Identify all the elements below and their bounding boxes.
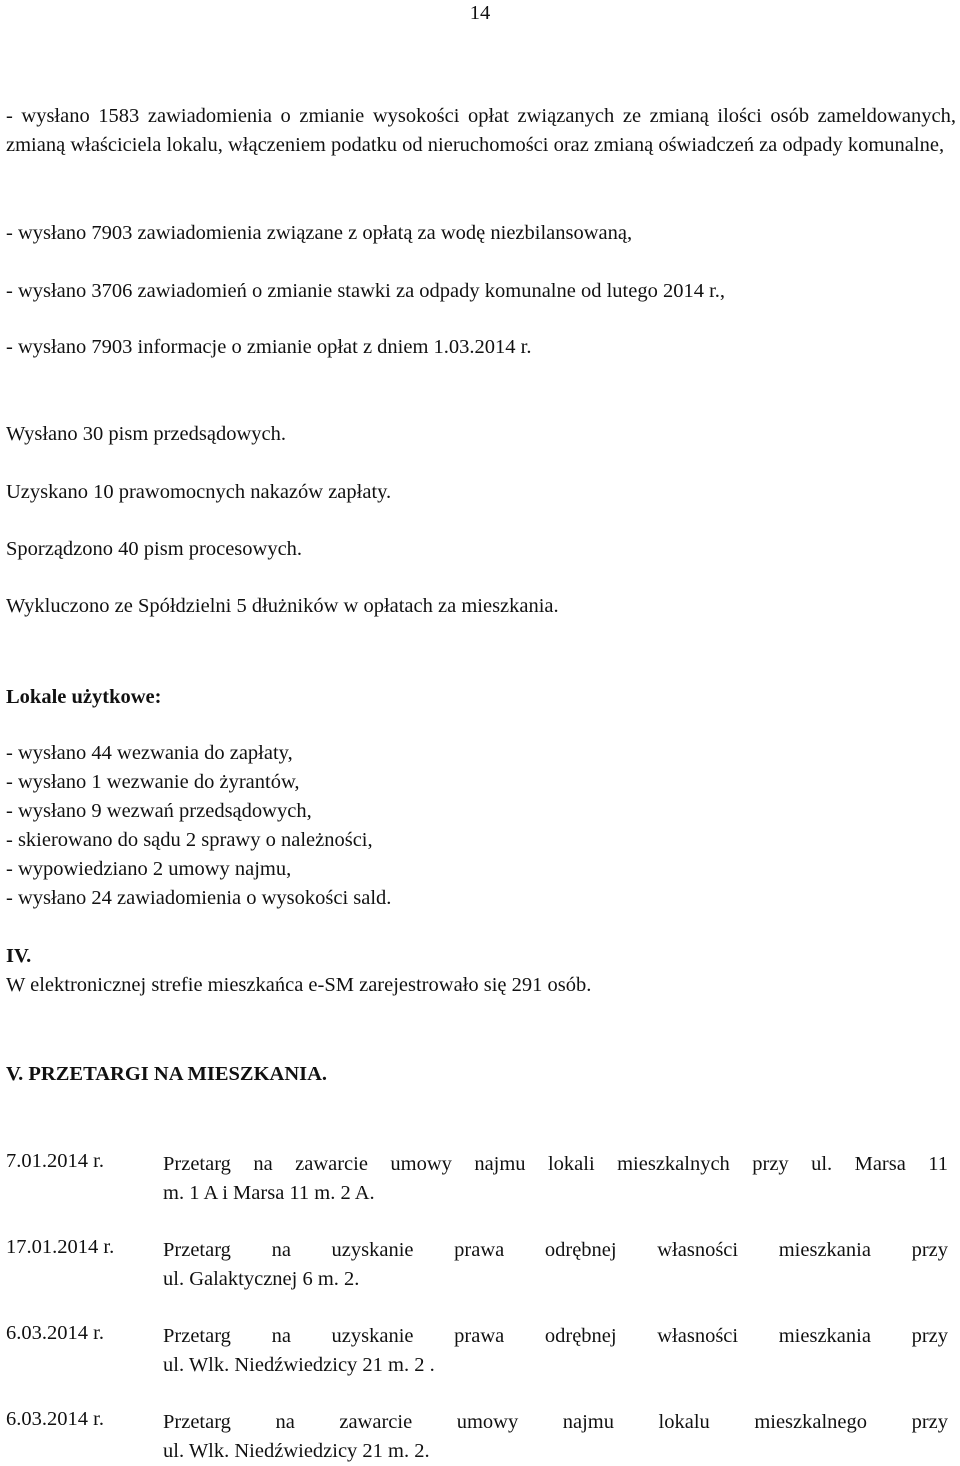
summary-line: Uzyskano 10 prawomocnych nakazów zapłaty. <box>6 481 392 503</box>
tender-line: Przetarg na uzyskanie prawa odrębnej własności mieszkania przy <box>163 1239 948 1261</box>
list-item: - wysłano 9 wezwań przedsądowych, <box>6 800 312 822</box>
tender-line: m. 1 A i Marsa 11 m. 2 A. <box>163 1182 375 1204</box>
tender-line: ul. Galaktycznej 6 m. 2. <box>163 1268 360 1290</box>
section-heading-commercial: Lokale użytkowe: <box>6 686 162 708</box>
list-item: - wysłano 7903 informacje o zmianie opłat z dniem 1.03.2014 r. <box>6 336 532 358</box>
list-item: - skierowano do sądu 2 sprawy o należności, <box>6 829 373 851</box>
tender-date: 17.01.2014 r. <box>6 1236 115 1258</box>
section-iv-heading: IV. <box>6 945 32 967</box>
list-item: - wysłano 3706 zawiadomień o zmianie stawki za odpady komunalne od lutego 2014 r., <box>6 280 726 302</box>
list-item: - wysłano 24 zawiadomienia o wysokości sald. <box>6 887 392 909</box>
tender-description <box>163 1322 948 1380</box>
summary-line: Wysłano 30 pism przedsądowych. <box>6 423 287 445</box>
summary-line: Wykluczono ze Spółdzielni 5 dłużników w opłatach za mieszkania. <box>6 595 559 617</box>
list-item: - wysłano 44 wezwania do zapłaty, <box>6 742 293 764</box>
tender-line: Przetarg na zawarcie umowy najmu lokali mieszkalnych przy ul. Marsa 11 <box>163 1153 948 1175</box>
tender-description <box>163 1150 948 1208</box>
tender-line: ul. Wlk. Niedźwiedzicy 21 m. 2. <box>163 1440 430 1462</box>
section-iv-text: W elektronicznej strefie mieszkańca e-SM zarejestrowało się 291 osób. <box>6 974 592 996</box>
tender-line: Przetarg na zawarcie umowy najmu lokalu mieszkalnego przy <box>163 1411 948 1433</box>
list-item: - wypowiedziano 2 umowy najmu, <box>6 858 292 880</box>
list-item: - wysłano 7903 zawiadomienia związane z opłatą za wodę niezbilansowaną, <box>6 222 633 244</box>
list-item: - wysłano 1 wezwanie do żyrantów, <box>6 771 300 793</box>
intro-paragraph: - wysłano 1583 zawiadomienia o zmianie wysokości opłat związanych ze zmianą ilości osób zameldowanych, zmianą właściciela lokalu, włączeniem podatku od nieruchomości oraz zmianą oświadczeń za odpady komunalne, <box>6 105 956 156</box>
tender-line: ul. Wlk. Niedźwiedzicy 21 m. 2 . <box>163 1354 435 1376</box>
page-number: 14 <box>469 2 491 24</box>
tender-date: 7.01.2014 r. <box>6 1150 104 1172</box>
tender-date: 6.03.2014 r. <box>6 1322 104 1344</box>
tender-line: Przetarg na uzyskanie prawa odrębnej własności mieszkania przy <box>163 1325 948 1347</box>
summary-line: Sporządzono 40 pism procesowych. <box>6 538 303 560</box>
tender-description <box>163 1408 948 1466</box>
tender-date: 6.03.2014 r. <box>6 1408 104 1430</box>
section-v-heading: V. PRZETARGI NA MIESZKANIA. <box>6 1063 328 1085</box>
tender-description <box>163 1236 948 1294</box>
